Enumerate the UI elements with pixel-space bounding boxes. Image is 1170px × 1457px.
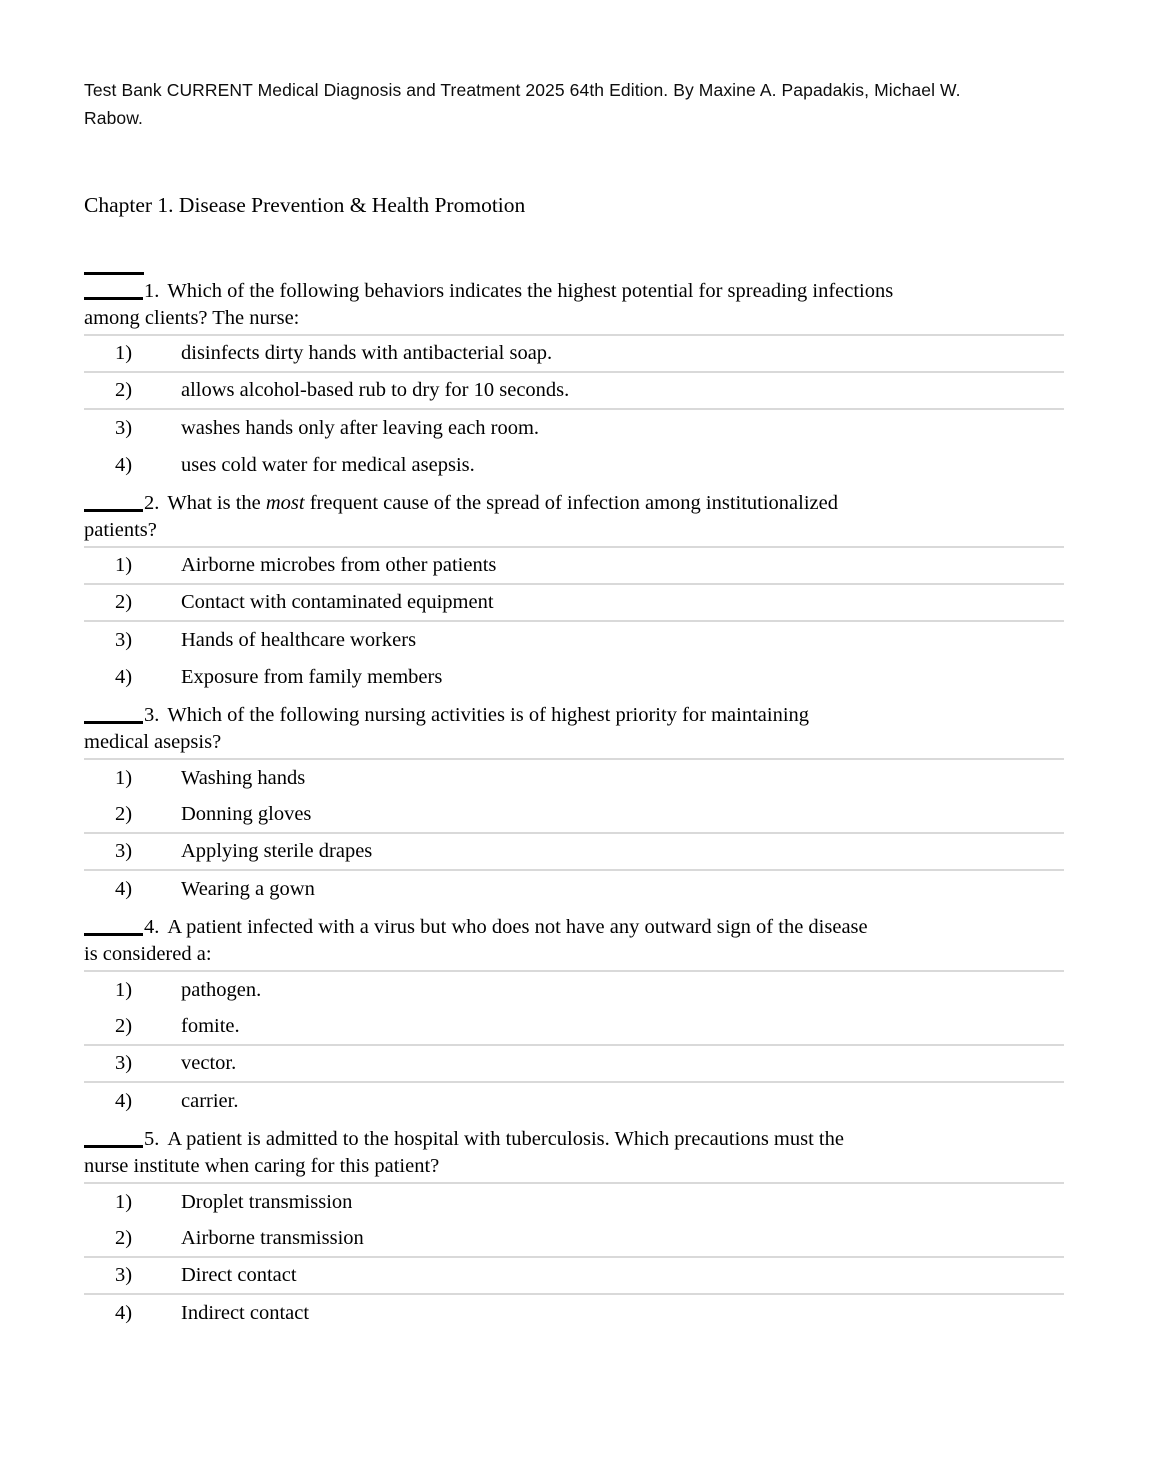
question-4-options [84, 972, 1064, 1120]
stem-line-1 [84, 1126, 1064, 1153]
question-stem-italic: most [265, 492, 305, 514]
option-row [84, 871, 1064, 908]
answer-blank [84, 297, 143, 300]
option-number: 2) [115, 803, 133, 825]
option-row [84, 1046, 1064, 1083]
option-row [84, 972, 1064, 1009]
option-row [84, 1295, 1064, 1332]
option-number: 3) [115, 1052, 133, 1074]
option-row [84, 447, 1064, 484]
question-1-options [84, 336, 1064, 484]
question-stem-text: frequent cause of the spread of infection among institutionalized [304, 492, 838, 514]
option-number: 3) [115, 840, 133, 862]
question-number: 4. [144, 916, 160, 938]
question-2-options [84, 548, 1064, 696]
option-number: 1) [115, 342, 133, 364]
option-text: Airborne microbes from other patients [181, 554, 497, 576]
option-row [84, 659, 1064, 696]
option-number: 4) [115, 878, 133, 900]
option-row [84, 1009, 1064, 1046]
question-stem-text: A patient infected with a virus but who does not have any outward sign of the disease [167, 916, 868, 938]
document-title [84, 76, 1064, 132]
option-row [84, 1184, 1064, 1221]
question-3-stem [84, 702, 1064, 760]
option-text: Indirect contact [181, 1302, 310, 1324]
stem-line-2: among clients? The nurse: [84, 307, 300, 329]
option-text: Contact with contaminated equipment [181, 591, 494, 613]
question-4-stem [84, 914, 1064, 972]
question-2-stem [84, 490, 1064, 548]
option-text: vector. [181, 1052, 237, 1074]
option-text: pathogen. [181, 979, 262, 1001]
option-text: fomite. [181, 1015, 240, 1037]
option-row [84, 1258, 1064, 1295]
option-text: Droplet transmission [181, 1191, 353, 1213]
option-text: Washing hands [181, 767, 306, 789]
question-5-options [84, 1184, 1064, 1332]
answer-blank [84, 721, 143, 724]
stem-line-1 [84, 278, 1064, 305]
option-number: 2) [115, 379, 133, 401]
option-text: Direct contact [181, 1264, 297, 1286]
option-number: 1) [115, 1191, 133, 1213]
stem-line-2: nurse institute when caring for this patient? [84, 1155, 440, 1177]
answer-blank [84, 1145, 143, 1148]
option-text: carrier. [181, 1090, 239, 1112]
stem-line-2: medical asepsis? [84, 731, 222, 753]
answer-blank [84, 509, 143, 512]
chapter-title: Chapter 1. Disease Prevention & Health Promotion [84, 193, 526, 217]
option-row [84, 622, 1064, 659]
question-number: 1. [144, 280, 160, 302]
question-stem-text: A patient is admitted to the hospital with tuberculosis. Which precautions must the [167, 1128, 844, 1150]
option-row [84, 834, 1064, 871]
option-number: 2) [115, 1227, 133, 1249]
question-3 [84, 702, 1064, 908]
question-stem-text: Which of the following behaviors indicates the highest potential for spreading infections [167, 280, 894, 302]
stem-line-2: is considered a: [84, 943, 212, 965]
answer-blank [84, 933, 143, 936]
option-number: 2) [115, 591, 133, 613]
option-text: Wearing a gown [181, 878, 315, 900]
question-stem-text: Which of the following nursing activities is of highest priority for maintaining [167, 704, 810, 726]
option-number: 4) [115, 666, 133, 688]
stem-line-1 [84, 490, 1064, 517]
option-text: Airborne transmission [181, 1227, 364, 1249]
option-number: 3) [115, 629, 133, 651]
question-1-stem [84, 278, 1064, 336]
option-number: 4) [115, 1302, 133, 1324]
question-stem-text: What is the [167, 492, 266, 514]
option-number: 4) [115, 1090, 133, 1112]
answer-blank-wrap [84, 272, 144, 275]
option-text: allows alcohol-based rub to dry for 10 seconds. [181, 379, 570, 401]
option-row [84, 548, 1064, 585]
question-number: 3. [144, 704, 160, 726]
option-number: 3) [115, 417, 133, 439]
question-1 [84, 272, 1064, 484]
question-5-stem [84, 1126, 1064, 1184]
question-3-options [84, 760, 1064, 908]
document-title-line2: Rabow. [84, 108, 143, 128]
option-number: 1) [115, 767, 133, 789]
option-text: washes hands only after leaving each room. [181, 417, 540, 439]
option-text: Applying sterile drapes [181, 840, 373, 862]
question-5 [84, 1126, 1064, 1332]
question-number: 2. [144, 492, 160, 514]
option-number: 1) [115, 554, 133, 576]
option-text: Donning gloves [181, 803, 312, 825]
document-title-line1: Test Bank CURRENT Medical Diagnosis and Treatment 2025 64th Edition. By Maxine A. Papadakis, Michael W. [84, 80, 961, 100]
option-number: 1) [115, 979, 133, 1001]
option-text: Exposure from family members [181, 666, 443, 688]
option-row [84, 797, 1064, 834]
option-row [84, 373, 1064, 410]
option-row [84, 1083, 1064, 1120]
question-2 [84, 490, 1064, 696]
stem-line-2: patients? [84, 519, 157, 541]
option-row [84, 1221, 1064, 1258]
stem-line-1 [84, 702, 1064, 729]
question-4 [84, 914, 1064, 1120]
stem-line-1 [84, 914, 1064, 941]
option-row [84, 760, 1064, 797]
option-row [84, 410, 1064, 447]
option-row [84, 585, 1064, 622]
option-row [84, 336, 1064, 373]
option-number: 3) [115, 1264, 133, 1286]
option-number: 2) [115, 1015, 133, 1037]
option-text: Hands of healthcare workers [181, 629, 417, 651]
question-number: 5. [144, 1128, 160, 1150]
option-number: 4) [115, 454, 133, 476]
option-text: uses cold water for medical asepsis. [181, 454, 475, 476]
option-text: disinfects dirty hands with antibacterial soap. [181, 342, 553, 364]
